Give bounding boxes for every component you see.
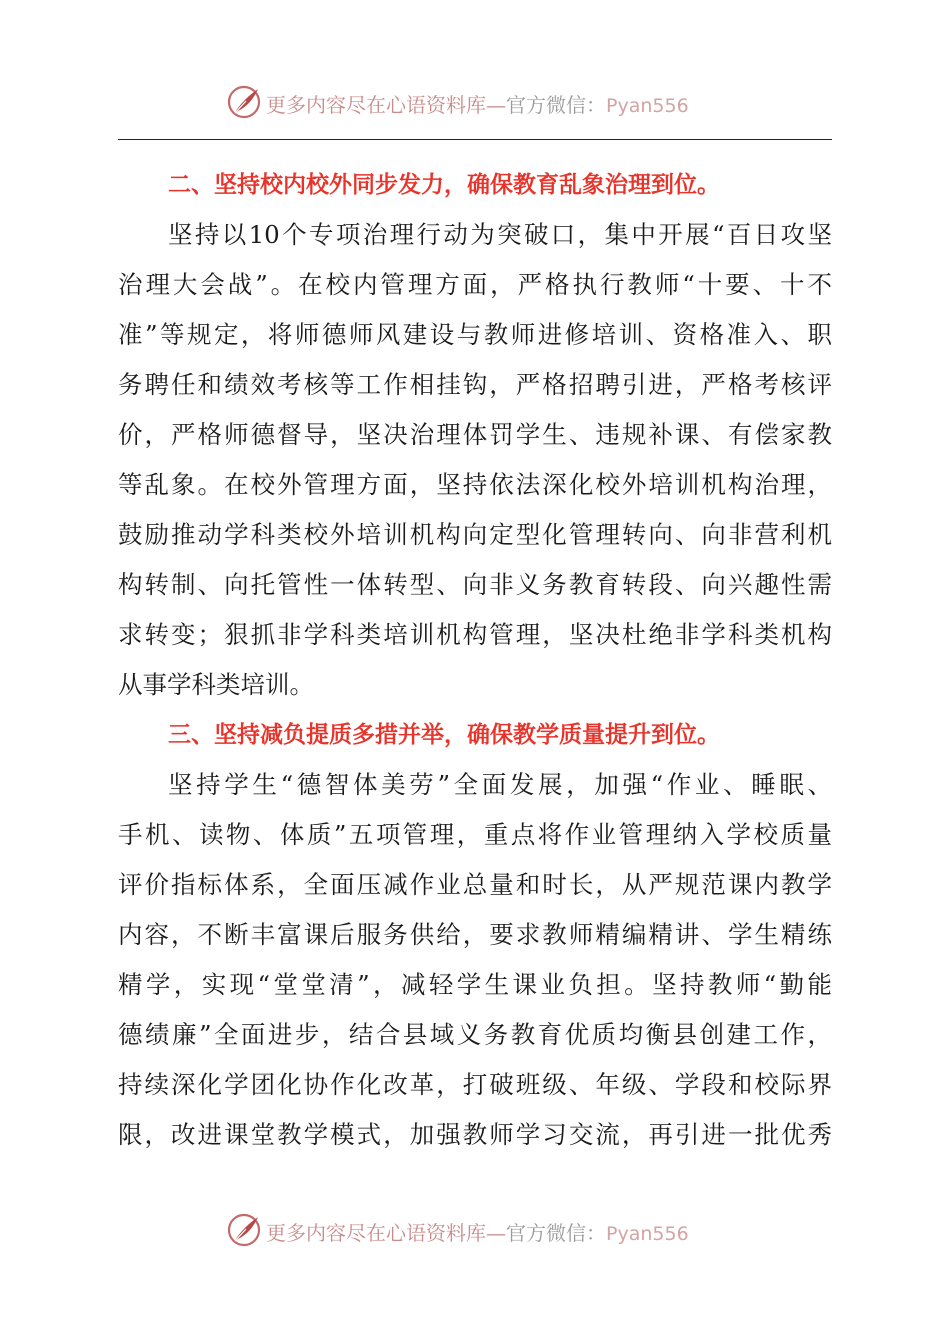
- paragraph-line: 坚持以10个专项治理行动为突破口，集中开展“百日攻坚: [168, 220, 832, 249]
- document-body: [118, 160, 832, 1160]
- header-divider: [118, 139, 832, 140]
- paragraph-line: 求转变；狠抓非学科类培训机构管理，坚决杜绝非学科类机构: [118, 620, 832, 649]
- watermark-dash: —: [486, 93, 506, 117]
- paragraph-line: 评价指标体系，全面压减作业总量和时长，从严规范课内教学: [118, 870, 832, 899]
- watermark-main: 更多内容尽在心语资料库: [266, 93, 486, 117]
- paragraph-line: 从事学科类培训。: [118, 670, 314, 699]
- paragraph-line: 价，严格师德督导，坚决治理体罚学生、违规补课、有偿家教: [118, 420, 832, 449]
- paragraph-line: 鼓励推动学科类校外培训机构向定型化管理转向、向非营利机: [118, 520, 832, 549]
- paragraph-line: 限，改进课堂教学模式，加强教师学习交流，再引进一批优秀: [118, 1120, 832, 1149]
- watermark-text: [266, 89, 689, 118]
- header-watermark: [0, 82, 950, 122]
- watermark-wechat-label: 官方微信：: [506, 1221, 606, 1245]
- quill-pen-logo-icon: [226, 1212, 262, 1248]
- quill-pen-logo-icon: [226, 84, 262, 120]
- paragraph-line: 等乱象。在校外管理方面，坚持依法深化校外培训机构治理，: [118, 470, 832, 499]
- watermark-text: [266, 1217, 689, 1246]
- paragraph-line: 内容，不断丰富课后服务供给，要求教师精编精讲、学生精练: [118, 920, 832, 949]
- watermark-handle: Pyan556: [606, 95, 689, 117]
- paragraph-line: 精学，实现“堂堂清”，减轻学生课业负担。坚持教师“勤能: [118, 970, 832, 999]
- watermark-main: 更多内容尽在心语资料库: [266, 1221, 486, 1245]
- watermark-handle: Pyan556: [606, 1223, 689, 1245]
- section-heading-2: 二、坚持校内校外同步发力，确保教育乱象治理到位。: [168, 172, 720, 198]
- watermark-wechat-label: 官方微信：: [506, 93, 606, 117]
- paragraph-line: 务聘任和绩效考核等工作相挂钩，严格招聘引进，严格考核评: [118, 370, 832, 399]
- paragraph-line: 构转制、向托管性一体转型、向非义务教育转段、向兴趣性需: [118, 570, 832, 599]
- paragraph-line: 治理大会战”。在校内管理方面，严格执行教师“十要、十不: [118, 270, 832, 299]
- paragraph-line: 德绩廉”全面进步，结合县域义务教育优质均衡县创建工作，: [118, 1020, 832, 1049]
- watermark-dash: —: [486, 1221, 506, 1245]
- paragraph-line: 手机、读物、体质”五项管理，重点将作业管理纳入学校质量: [118, 820, 832, 849]
- paragraph-line: 持续深化学团化协作化改革，打破班级、年级、学段和校际界: [118, 1070, 832, 1099]
- section-heading-3: 三、坚持减负提质多措并举，确保教学质量提升到位。: [168, 722, 720, 748]
- footer-watermark: [0, 1210, 950, 1250]
- paragraph-line: 坚持学生“德智体美劳”全面发展，加强“作业、睡眠、: [168, 770, 832, 799]
- paragraph-line: 准”等规定，将师德师风建设与教师进修培训、资格准入、职: [118, 320, 832, 349]
